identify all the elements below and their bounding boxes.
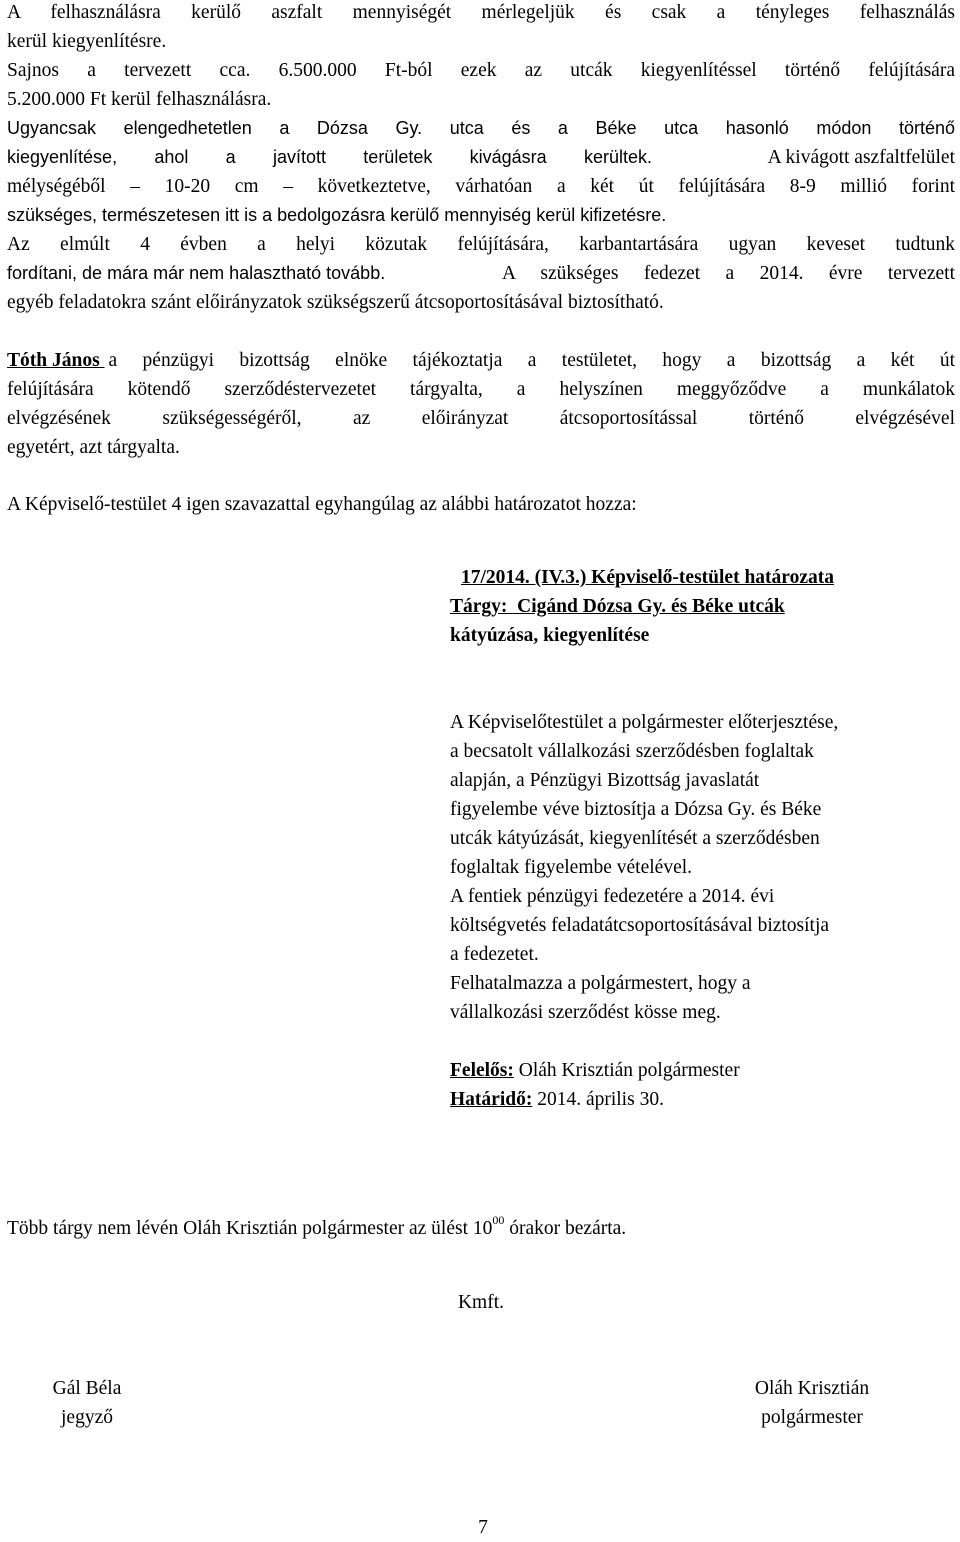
- page-number-text: 7: [478, 1517, 488, 1538]
- resolution-text-line: figyelembe véve biztosítja a Dózsa Gy. és Béke: [450, 799, 822, 820]
- subject-label: Tárgy:: [450, 596, 513, 617]
- deadline-value: 2014. április 30.: [532, 1089, 664, 1110]
- resolution-text-line: költségvetés feladatátcsoportosításával biztosítja: [450, 915, 830, 936]
- resolution-text-line: A Képviselőtestület a polgármester előterjesztése,: [450, 712, 839, 733]
- resolution-text-line: a fedezetet.: [450, 944, 539, 965]
- text-line: egyéb feladatokra szánt előirányzatok szükségszerű átcsoportosításával biztosítható.: [7, 292, 664, 313]
- closing-statement: [7, 1214, 955, 1243]
- page-number: [473, 1513, 493, 1542]
- kmft-text: Kmft.: [457, 1292, 505, 1313]
- text-line: mélységéből – 10-20 cm – következtetve, várhatóan a két út felújítására 8-9 millió forint: [7, 176, 955, 197]
- text-fragment: fordítani, de mára már nem halasztható tovább.: [7, 263, 386, 283]
- resolution-text-line: a becsatolt vállalkozási szerződésben foglaltak: [450, 741, 814, 762]
- text-line: kerül kiegyenlítésre.: [7, 31, 167, 52]
- closing-text-end: órakor bezárta.: [504, 1218, 627, 1239]
- closing-text: Több tárgy nem lévén Oláh Krisztián polgármester az ülést 10: [7, 1218, 493, 1239]
- resolution-subject-cont: kátyúzása, kiegyenlítése: [450, 625, 650, 646]
- text-line: Sajnos a tervezett cca. 6.500.000 Ft-ból ezek az utcák kiegyenlítéssel történő felújítására: [7, 60, 955, 81]
- resolution-text-line: alapján, a Pénzügyi Bizottság javaslatát: [450, 770, 760, 791]
- resolution-number-text: 17/2014. (IV.3.) Képviselő-testület határozata: [461, 567, 834, 588]
- text-line: A felhasználásra kerülő aszfalt mennyiségét mérlegeljük és csak a tényleges felhasználás: [7, 2, 955, 23]
- resolution-text-line: vállalkozási szerződést kösse meg.: [450, 1002, 721, 1023]
- vote-statement: [7, 490, 955, 519]
- text-line: egyetért, azt tárgyalta.: [7, 437, 180, 458]
- intro-paragraph: [7, 0, 955, 317]
- text-line: A Képviselő-testület 4 igen szavazattal egyhangúlag az alábbi határozatot hozza:: [7, 494, 637, 515]
- text-line: Ugyancsak elengedhetetlen a Dózsa Gy. utca és a Béke utca hasonló módon történő: [7, 118, 955, 138]
- signatory-title: polgármester: [761, 1407, 863, 1428]
- signature-left: [37, 1374, 137, 1432]
- resolution-text-line: foglaltak figyelembe vételével.: [450, 857, 693, 878]
- deadline-line: [450, 1085, 955, 1114]
- kmft-block: [7, 1288, 955, 1317]
- resolution-text-line: A fentiek pénzügyi fedezetére a 2014. évi: [450, 886, 775, 907]
- responsible-line: [450, 1056, 955, 1085]
- responsible-label: Felelős:: [450, 1060, 514, 1081]
- text-line: szükséges, természetesen itt is a bedolgozásra kerülő mennyiség kerül kifizetésre.: [7, 205, 667, 225]
- text-line-mixed: [7, 346, 955, 375]
- subject-text: Cigánd Dózsa Gy. és Béke utcák: [512, 596, 785, 617]
- signatory-title: jegyző: [61, 1407, 113, 1428]
- signatory-name: Gál Béla: [52, 1378, 122, 1399]
- resolution-block: [450, 563, 955, 1114]
- speaker-name: Tóth János: [7, 350, 105, 371]
- text-line-mixed: [7, 259, 955, 288]
- closing-time-minutes: 00: [492, 1214, 505, 1227]
- resolution-subject: [450, 592, 955, 621]
- deadline-label: Határidő:: [450, 1089, 533, 1110]
- signature-right: [737, 1374, 887, 1432]
- resolution-text-line: utcák kátyúzását, kiegyenlítését a szerződésben: [450, 828, 820, 849]
- text-fragment: kiegyenlítése, ahol a javított területek kivágásra kerültek.: [7, 147, 652, 167]
- text-line: felújítására kötendő szerződéstervezetet tárgyalta, a helyszínen meggyőződve a munkálatok: [7, 379, 955, 400]
- resolution-text-line: Felhatalmazza a polgármestert, hogy a: [450, 973, 751, 994]
- text-line-mixed: [7, 143, 955, 172]
- text-line: 5.200.000 Ft kerül felhasználásra.: [7, 89, 272, 110]
- text-line: Az elmúlt 4 évben a helyi közutak felújítására, karbantartására ugyan keveset tudtunk: [7, 234, 955, 255]
- responsible-value: Oláh Krisztián polgármester: [513, 1060, 740, 1081]
- text-fragment: A kivágott aszfaltfelület: [767, 147, 955, 168]
- text-fragment: A szükséges fedezet a 2014. évre tervezett: [502, 263, 955, 284]
- text-line: [7, 1214, 955, 1243]
- text-fragment: a pénzügyi bizottság elnöke tájékoztatja a testületet, hogy a bizottság a két út: [108, 350, 955, 371]
- signatory-name: Oláh Krisztián: [754, 1378, 870, 1399]
- committee-paragraph: [7, 346, 955, 462]
- resolution-number: [450, 563, 955, 592]
- text-line: elvégzésének szükségességéről, az előirányzat átcsoportosítással történő elvégzésével: [7, 408, 955, 429]
